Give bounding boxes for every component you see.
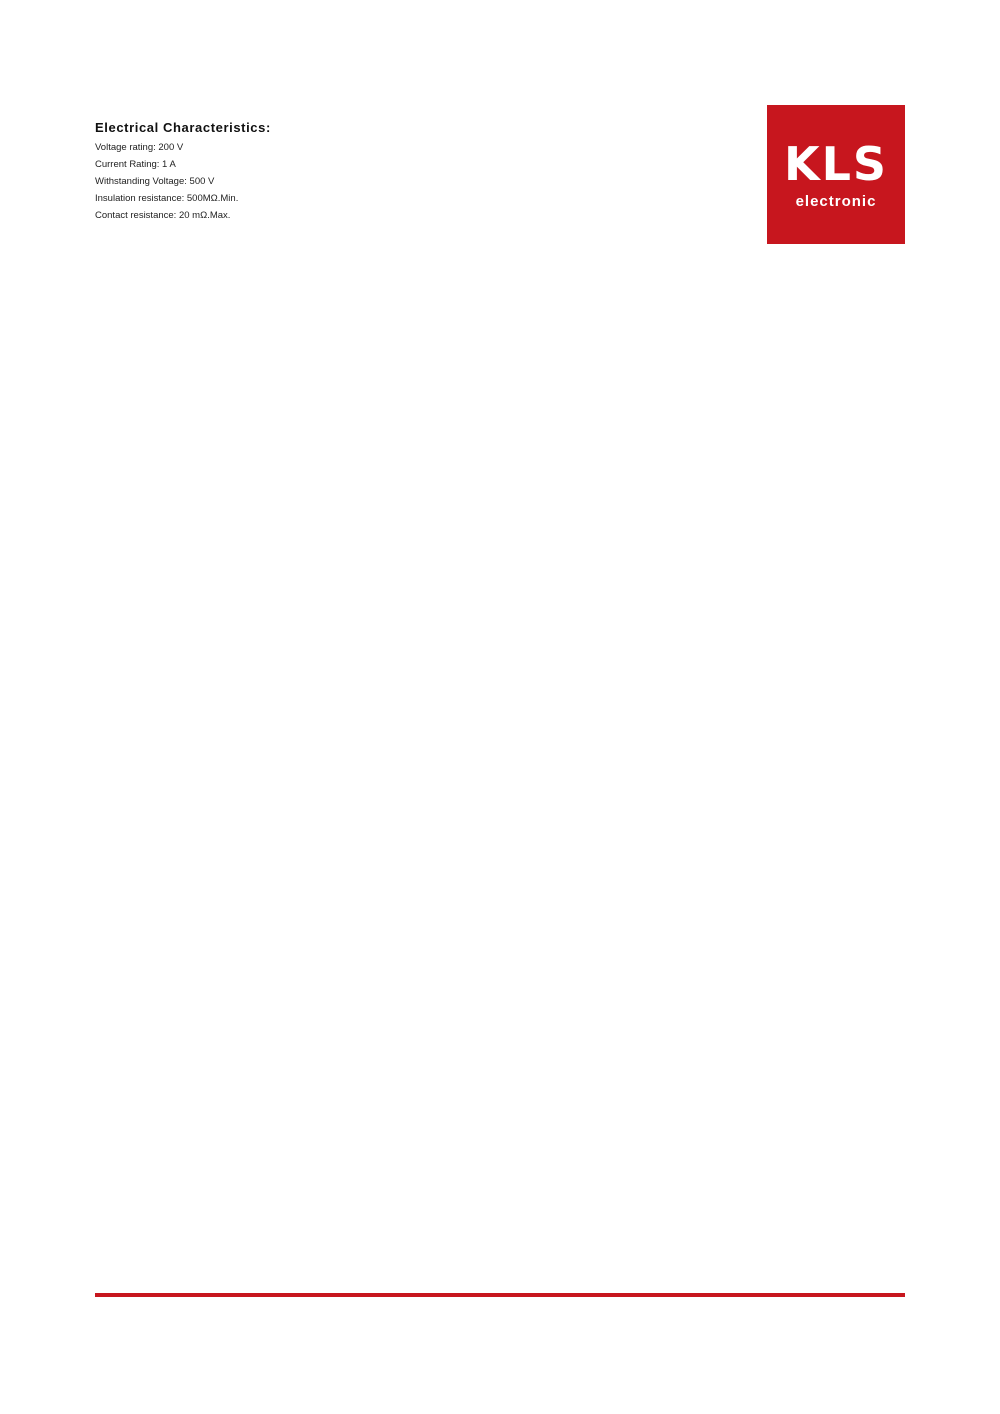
spec-withstanding-voltage: Withstanding Voltage: 500 V [95, 176, 215, 187]
spec-voltage-rating: Voltage rating: 200 V [95, 142, 184, 153]
logo-brand: KLS [783, 137, 889, 191]
spec-current-rating: Current Rating: 1 A [95, 159, 176, 170]
spec-contact-resistance: Contact resistance: 20 mΩ.Max. [95, 210, 231, 221]
electrical-characteristics-title: Electrical Characteristics: [95, 120, 271, 135]
kls-logo [767, 105, 905, 244]
logo-subtitle: electronic [795, 193, 877, 210]
spec-insulation-resistance: Insulation resistance: 500MΩ.Min. [95, 193, 239, 204]
bottom-divider [95, 1293, 905, 1297]
